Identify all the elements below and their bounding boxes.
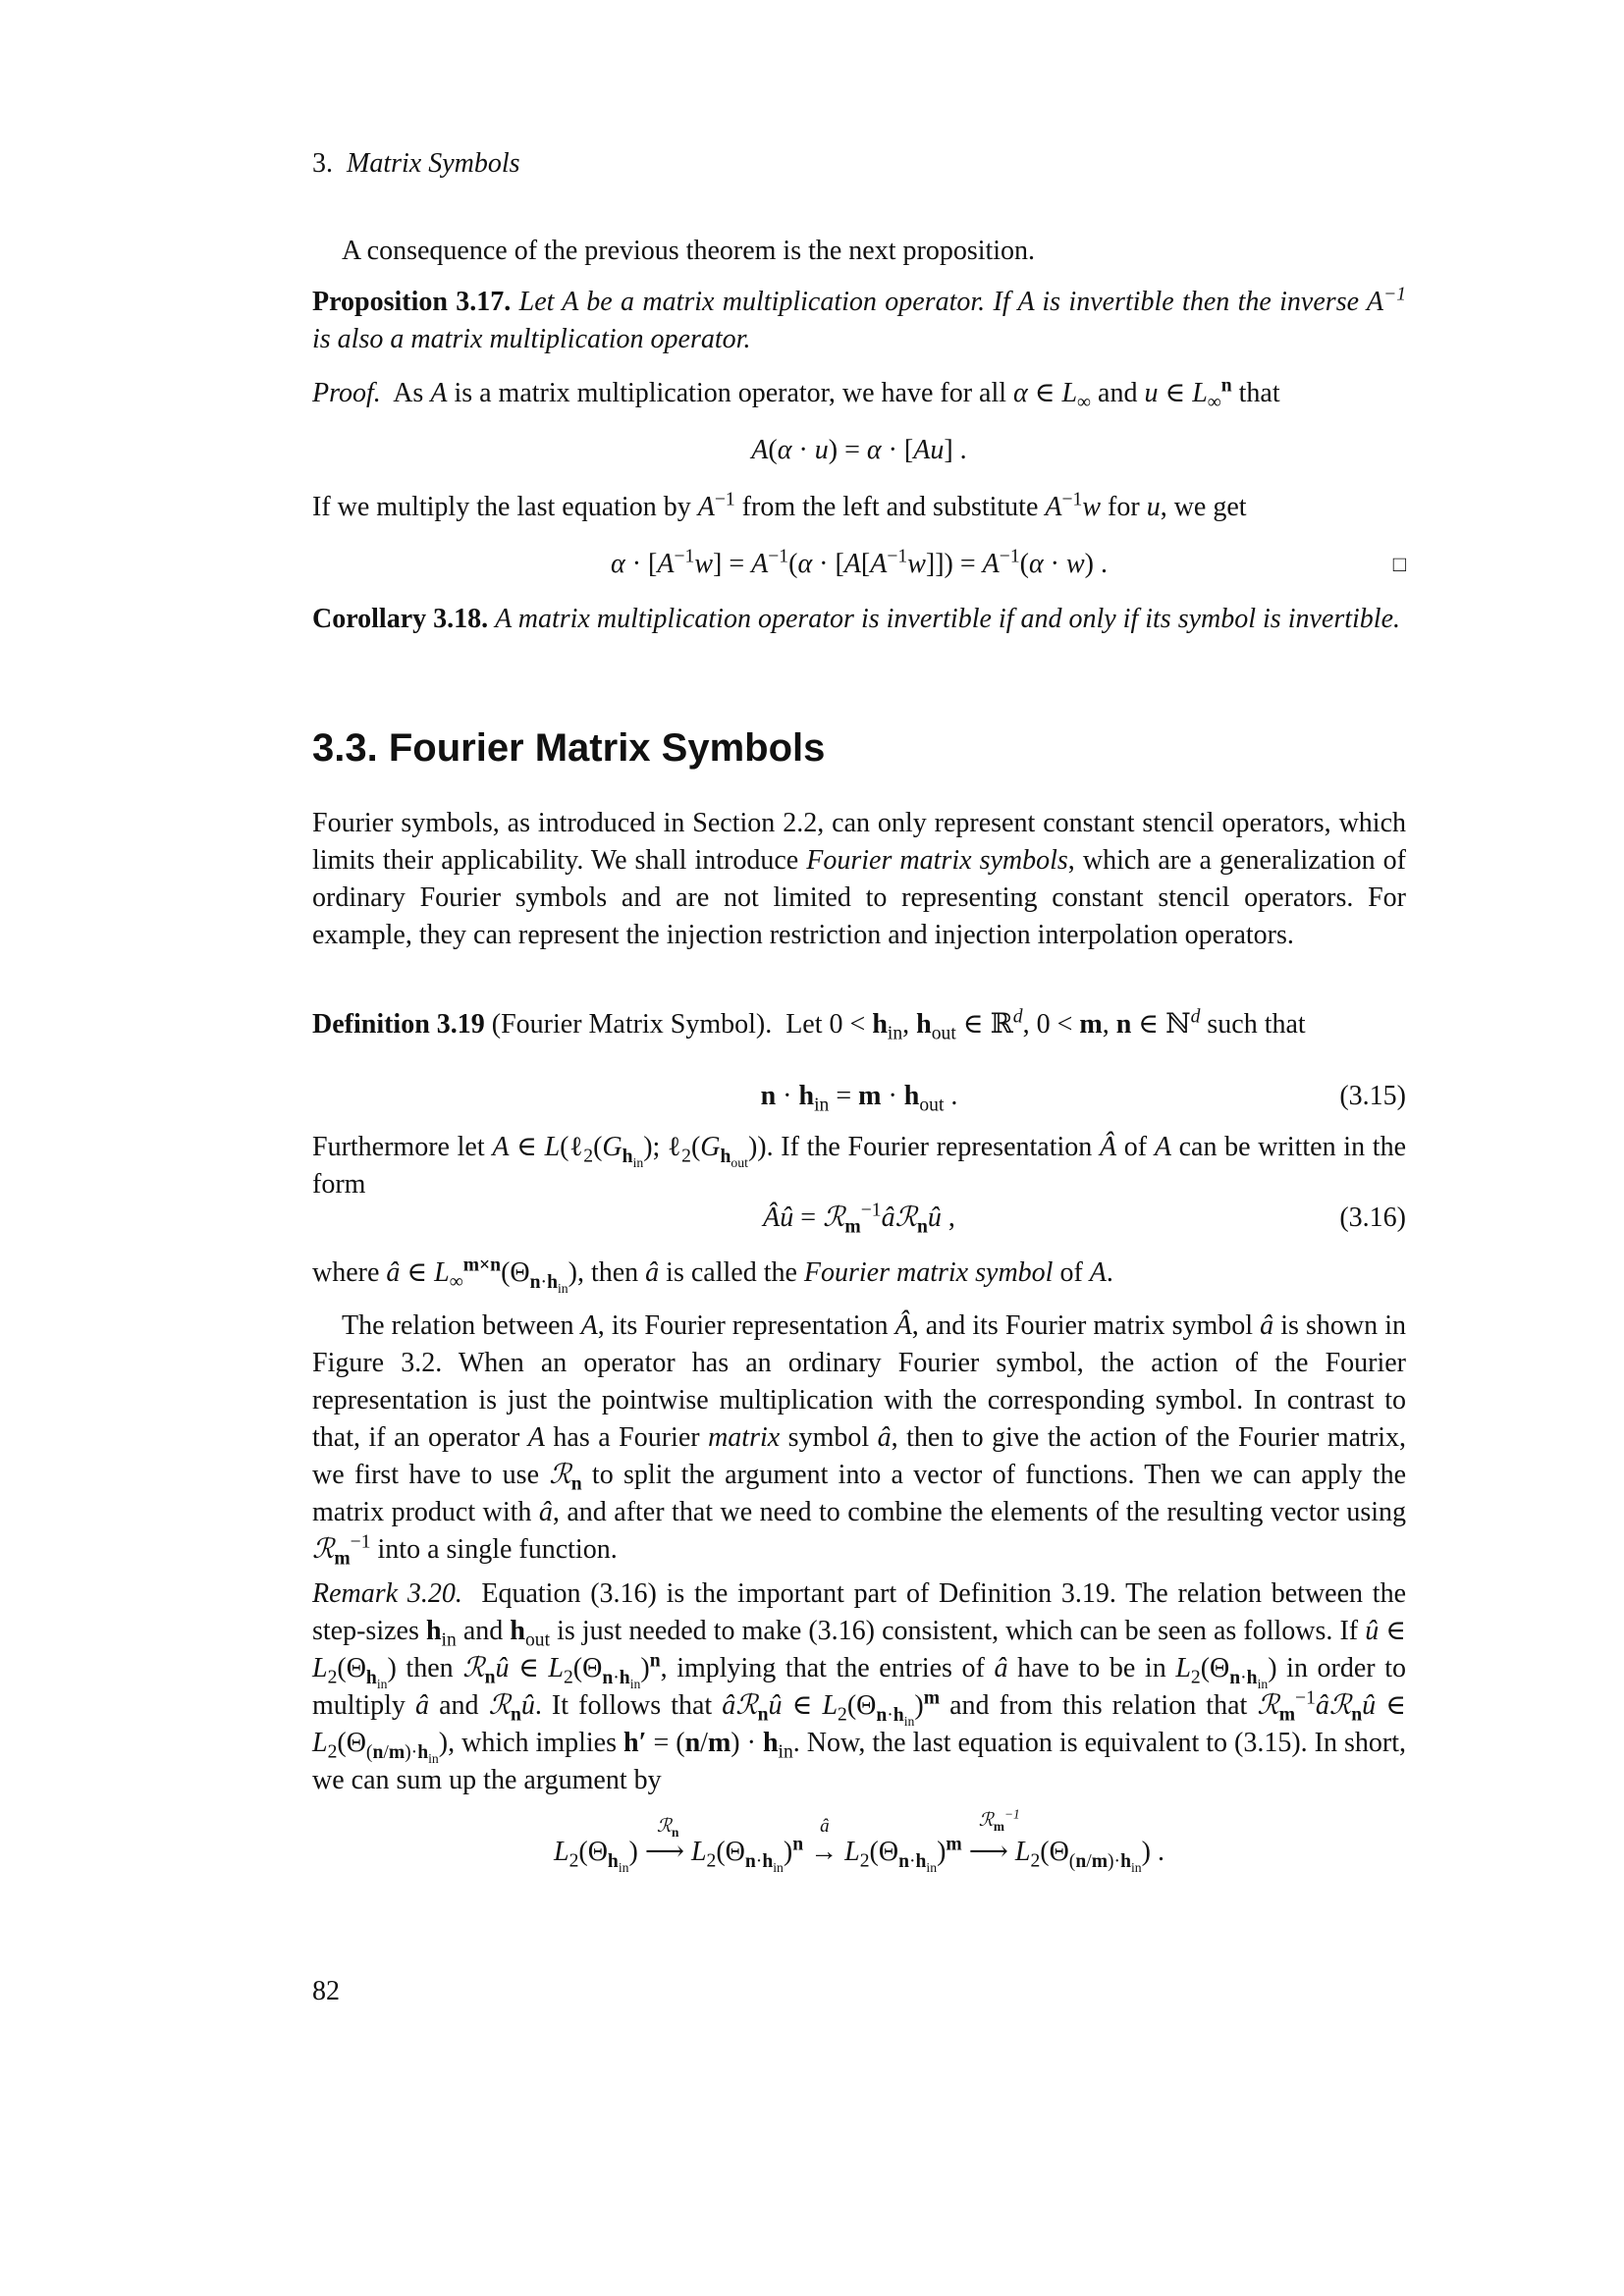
definition-further: Furthermore let A ∈ $L(\ell_2(G_{h_{in}})$; $\ell_2(G_{h_{out}})$). If the Fourier representation Â of A can be written in the form [312,1132,1406,1200]
remark-3-20: Remark 3.20. Equation (3.16) is the important part of Definition 3.19. The relation between the step-sizes $h_{in}$ and $h_{out}$ is just needed to make (3.16) consistent, which can be seen as follows. If û ∈ $L_2(\Theta_{h_{in}})$ then ℛ$_n$û ∈ $L_2(\Theta_{n\cdot h_{in}})^n$, implying that the entries of â have to be in $L_2(\Theta_{n\cdot h_{in}})$ in order to multiply â and ℛ$_n$û. It follows that âℛ$_n$û ∈ $L_2(\Theta_{n\cdot h_{in}})^m$ and from this relation that ℛ$_m^{-1}$âℛ$_n$û ∈ $L_2(\Theta_{(n/m)\cdot h_{in}})$, which implies $h' = (n/m) \cdot h_{in}$. Now, the last equation is equivalent to (3.15). In short, we can sum up the argument by [312,1578,1407,1795]
intro-paragraph: A consequence of the previous theorem is the next proposition. [342,236,1036,266]
proof-equation-1: A(α · u) = α · [Au] . [751,435,967,465]
definition-3-19: Definition 3.19 (Fourier Matrix Symbol). Let $0 < h_{in}$, $h_{out}$ ∈ ℝ$^d$, 0 < m, n ∈ ℕ$^d$ such that [312,1006,1306,1044]
equation-3-15-number: (3.15) [1339,1081,1406,1111]
definition-where: where â ∈ $L_\infty^{m\times n}(\Theta_{n\cdot h_{in}})$, then â is called the Fourier matrix symbol of A. [312,1255,1113,1296]
section-paragraph: Fourier symbols, as introduced in Section 2.2, can only represent constant stencil operators, which limits their applicability. We shall introduce Fourier matrix symbols, which are a generalization of ordinary Fourier symbols and are not limited to representing constant stencil operators. For example, they can represent the injection restriction and injection interpolation operators. [312,808,1406,950]
page-number: 82 [312,1976,340,2006]
corollary-3-18: Corollary 3.18. A matrix multiplication operator is invertible if and only if its symbol is invertible. [312,604,1400,634]
proof-line-2: If we multiply the last equation by $A^{-1}$ from the left and substitute $A^{-1}w$ for u, we get [312,489,1247,522]
proof-equation-2: $\alpha \cdot [A^{-1}w] = A^{-1}(\alpha \cdot [A[A^{-1}w]]) = A^{-1}(\alpha \cdot w)$ . [611,546,1108,579]
qed-symbol: □ [1392,552,1406,576]
running-header: 3. Matrix Symbols [312,148,520,179]
relation-paragraph: The relation between A, its Fourier representation Â, and its Fourier matrix symbol â is shown in Figure 3.2. When an operator has an ordinary Fourier symbol, the action of the Fourier representation is just the pointwise multiplication with the corresponding symbol. In contrast to that, if an operator A has a Fourier matrix symbol â, then to give the action of the Fourier matrix, we first have to use ℛ$_n$ to split the argument into a vector of functions. Then we can apply the matrix product with â, and after that we need to combine the elements of the resulting vector using ℛ$_m^{-1}$ into a single function. [312,1310,1407,1570]
proposition-3-17: Proposition 3.17. Let A be a matrix multiplication operator. If A is invertible then the inverse $A^{-1}$ is also a matrix multiplication operator. [312,284,1406,354]
equation-3-16-number: (3.16) [1339,1202,1406,1233]
mapping-chain-equation: $L_2(\Theta_{h_{in}})$ ℛ$_n$ ⟶ $L_2(\Theta_{n\cdot h_{in}})^n$ â → $L_2(\Theta_{n\cdot h_{in}})^m$ ℛ$_m^{-1}$ ⟶ $L_2(\Theta_{(n/m)\cdot h_{in}})$ . [554,1806,1164,1875]
proof-line-1: Proof. As A is a matrix multiplication operator, we have for all α ∈ $L_\infty$ and u ∈ $L_\infty^n$ that [312,375,1280,413]
section-heading: 3.3. Fourier Matrix Symbols [312,726,826,770]
equation-3-15: $n \cdot h_{in} = m \cdot h_{out}$ . [760,1081,958,1116]
equation-3-16: Âû = ℛ$_m^{-1}$âℛ$_n$û , [763,1200,955,1238]
